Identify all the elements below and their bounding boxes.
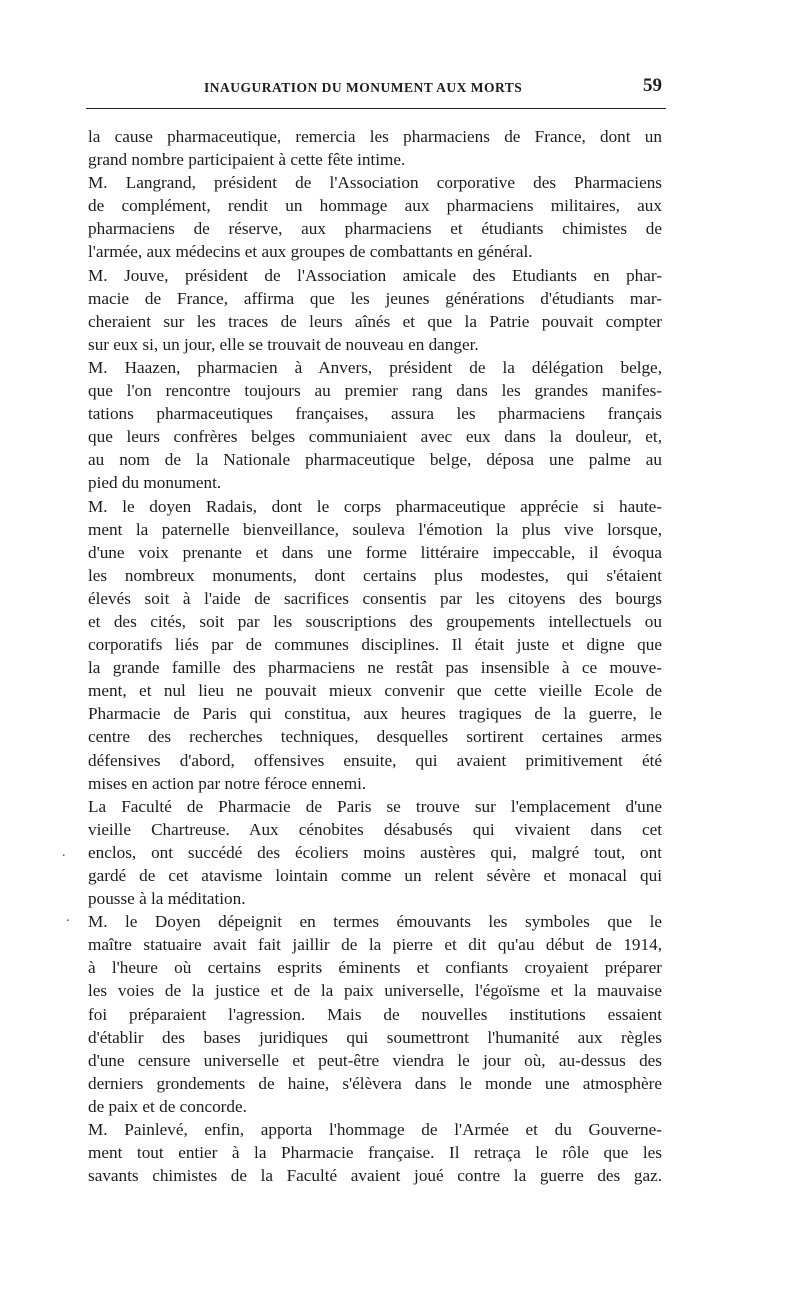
body-text [88,125,662,1187]
text-line: ment la paternelle bienveillance, souleva l'émotion la plus vive lorsque, [88,519,662,539]
text-line: M. Langrand, président de l'Association corporative des Pharmaciens [88,173,662,193]
text-line: d'une censure universelle et peut-être viendra le jour où, au-dessus des [88,1050,662,1070]
text-line: au nom de la Nationale pharmaceutique belge, déposa une palme au [88,450,662,470]
paragraph [88,495,662,795]
text-line: élevés soit à l'aide de sacrifices consentis par les citoyens des bourgs [88,588,662,608]
text-line: maître statuaire avait fait jaillir de la pierre et dit qu'au début de 1914, [88,935,662,955]
text-line: ment, et nul lieu ne pouvait mieux convenir que cette vieille Ecole de [88,681,662,701]
text-line: centre des recherches techniques, desquelles sortirent certaines armes [88,727,662,747]
text-line: la grande famille des pharmaciens ne restât pas insensible à ce mouve- [88,658,662,678]
running-header [86,72,666,109]
text-line: macie de France, affirma que les jeunes générations d'étudiants mar- [88,288,662,308]
text-line: ment tout entier à la Pharmacie française. Il retraça le rôle que les [88,1143,662,1163]
text-line: mises en action par notre féroce ennemi. [88,773,367,793]
text-line: Pharmacie de Paris qui constitua, aux heures tragiques de la guerre, le [88,704,662,724]
text-line: savants chimistes de la Faculté avaient joué contre la guerre des gaz. [88,1166,662,1186]
text-line: de paix et de concorde. [88,1096,247,1116]
paragraph [88,264,662,356]
text-line: M. le Doyen dépeignit en termes émouvants les symboles que le [88,912,662,932]
text-line: la cause pharmaceutique, remercia les pharmaciens de France, dont un [88,127,662,146]
text-line: foi préparaient l'agression. Mais de nouvelles institutions essaient [88,1004,662,1024]
text-line: pousse à la méditation. [88,889,246,909]
text-line: M. le doyen Radais, dont le corps pharmaceutique apprécie si haute- [88,496,662,516]
text-line: d'une voix prenante et dans une forme littéraire impeccable, il évoqua [88,542,662,562]
text-line: enclos, ont succédé des écoliers moins austères qui, malgré tout, ont [88,842,662,862]
text-line: corporatifs liés par de communes disciplines. Il était juste et digne que [88,635,662,655]
text-line: à l'heure où certains esprits éminents et confiants croyaient préparer [88,958,662,978]
page-number: 59 [643,75,662,96]
margin-dot: . [66,910,70,925]
text-line: grand nombre participaient à cette fête intime. [88,150,406,170]
text-line: les voies de la justice et de la paix universelle, l'égoïsme et la mauvaise [88,981,662,1001]
text-line: M. Painlevé, enfin, apporta l'hommage de l'Armée et du Gouverne- [88,1120,662,1140]
paragraph [88,125,662,171]
margin-dot: . [62,845,66,860]
text-line: pied du monument. [88,473,222,493]
paragraph [88,356,662,495]
text-line: cheraient sur les traces de leurs aînés et que la Patrie pouvait compter [88,311,662,331]
text-line: de complément, rendit un hommage aux pharmaciens militaires, aux [88,196,662,216]
text-line: pharmaciens de réserve, aux pharmaciens et étudiants chimistes de [88,219,662,239]
text-line: sur eux si, un jour, elle se trouvait de nouveau en danger. [88,334,479,354]
paragraph [88,171,662,263]
text-line: vieille Chartreuse. Aux cénobites désabusés qui vivaient dans cet [88,819,662,839]
text-line: derniers grondements de haine, s'élèvera dans le monde une atmosphère [88,1073,662,1093]
text-line: défensives d'abord, offensives ensuite, qui avaient primitivement été [88,750,662,770]
text-line: l'armée, aux médecins et aux groupes de combattants en général. [88,242,533,262]
text-line: M. Jouve, président de l'Association amicale des Etudiants en phar- [88,265,662,285]
text-line: La Faculté de Pharmacie de Paris se trouve sur l'emplacement d'une [88,796,662,816]
text-line: d'établir des bases juridiques qui soumettront l'humanité aux règles [88,1027,662,1047]
text-line: et des cités, soit par les souscriptions des groupements intellectuels ou [88,611,662,631]
text-line: les nombreux monuments, dont certains plus modestes, qui s'étaient [88,565,662,585]
text-line: que l'on rencontre toujours au premier rang dans les grandes manifes- [88,381,662,401]
paragraph [88,910,662,1118]
text-line: tations pharmaceutiques françaises, assura les pharmaciens français [88,404,662,424]
text-line: que leurs confrères belges communiaient avec eux dans la douleur, et, [88,427,662,447]
text-line: M. Haazen, pharmacien à Anvers, président de la délégation belge, [88,357,662,377]
text-line: gardé de cet atavisme lointain comme un relent sévère et monacal qui [88,866,662,885]
paragraph [88,1118,662,1187]
paragraph [88,795,662,910]
running-title: INAUGURATION DU MONUMENT AUX MORTS [204,80,523,95]
